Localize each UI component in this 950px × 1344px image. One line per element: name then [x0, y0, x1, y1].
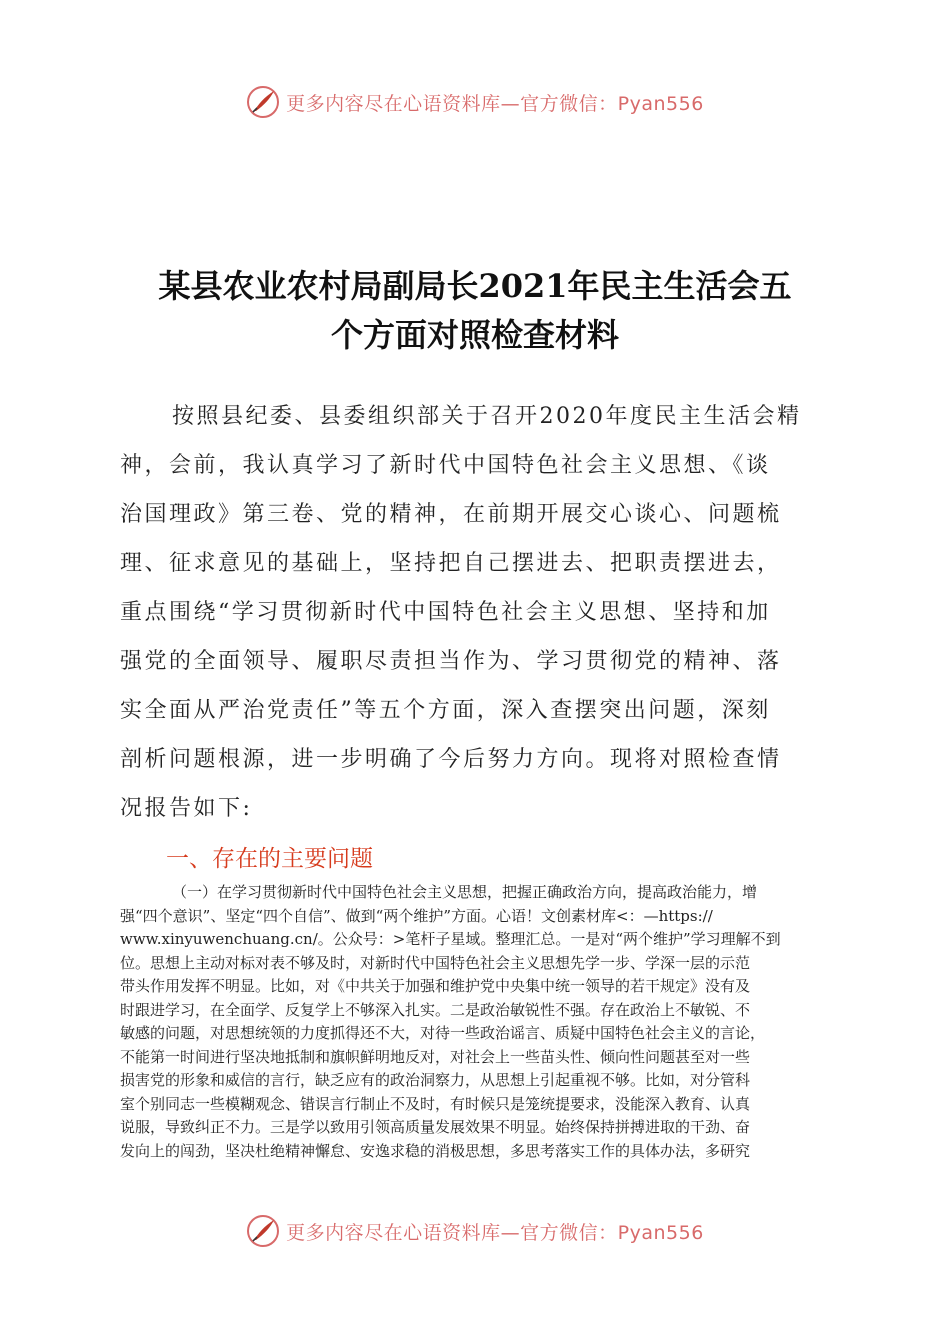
- intro-line: 强党的全面领导、履职尽责担当作为、学习贯彻党的精神、落: [120, 649, 782, 674]
- intro-line: 况报告如下:: [120, 796, 253, 821]
- section-paragraph: [120, 881, 836, 1163]
- intro-line: 治国理政》第三卷、党的精神，在前期开展交心谈心、问题梳: [120, 502, 782, 527]
- section-line: 位。思想上主动对标对表不够及时，对新时代中国特色社会主义思想先学一步、学深一层的示范: [120, 953, 751, 972]
- section-line: 不能第一时间进行坚决地抵制和旗帜鲜明地反对，对社会上一些苗头性、倾向性问题甚至对一些: [120, 1047, 751, 1066]
- section-line: www.xinyuwenchuang.cn/。公众号：>笔杆子星域。整理汇总。一是对“两个维护”学习理解不到: [120, 930, 781, 948]
- section-line: 带头作用发挥不明显。比如，对《中共关于加强和维护党中央集中统一领导的若干规定》没有及: [120, 977, 751, 995]
- quill-pen-logo-icon: [246, 1214, 280, 1248]
- section-line: （一）在学习贯彻新时代中国特色社会主义思想，把握正确政治方向，提高政治能力，增: [172, 883, 758, 901]
- title-line-2: 个方面对照检查材料: [330, 316, 619, 354]
- wechat-id: Pyan556: [617, 92, 704, 115]
- intro-line: 实全面从严治党责任”等五个方面，深入查摆突出问题，深刻: [120, 698, 771, 723]
- document-title: [0, 262, 950, 360]
- intro-line: 重点围绕“学习贯彻新时代中国特色社会主义思想、坚持和加: [120, 600, 771, 625]
- section-line: 敏感的问题，对思想统领的力度抓得还不大，对待一些政治谣言、质疑中国特色社会主义的言论，: [120, 1024, 766, 1042]
- section-line: 发向上的闯劲，坚决杜绝精神懈怠、安逸求稳的消极思想，多思考落实工作的具体办法，多研究: [120, 1141, 751, 1160]
- intro-paragraph: [120, 392, 836, 833]
- intro-line: 理、征求意见的基础上，坚持把自己摆进去、把职责摆进去，: [120, 551, 782, 576]
- header-banner: [0, 82, 950, 122]
- intro-line: 神，会前，我认真学习了新时代中国特色社会主义思想、《谈: [120, 453, 771, 478]
- section-line: 强“四个意识”、坚定“四个自信”、做到“两个维护”方面。心语！文创素材库<：—https://: [120, 906, 713, 925]
- footer-banner: [0, 1211, 950, 1251]
- intro-line: 剖析问题根源，进一步明确了今后努力方向。现将对照检查情: [120, 747, 782, 772]
- section-heading: 一、存在的主要问题: [166, 846, 373, 872]
- banner-text: 更多内容尽在心语资料库—官方微信：Pyan556: [286, 1221, 704, 1244]
- section-line: 时跟进学习，在全面学、反复学上不够深入扎实。二是政治敏锐性不强。存在政治上不敏锐、不: [120, 1000, 751, 1019]
- quill-pen-logo-icon: [246, 85, 280, 119]
- intro-line: 按照县纪委、县委组织部关于召开2020年度民主生活会精: [172, 404, 802, 429]
- title-line-1: 某县农业农村局副局长2021年民主生活会五: [158, 267, 792, 305]
- section-line: 损害党的形象和威信的言行，缺乏应有的政治洞察力，从思想上引起重视不够。比如，对分管科: [120, 1071, 751, 1089]
- section-line: 说服，导致纠正不力。三是学以致用引领高质量发展效果不明显。始终保持拼搏进取的干劲、奋: [120, 1118, 751, 1136]
- wechat-id: Pyan556: [617, 1221, 704, 1244]
- banner-text: 更多内容尽在心语资料库—官方微信：Pyan556: [286, 92, 704, 115]
- section-line: 室个别同志一些模糊观念、错误言行制止不及时，有时候只是笼统提要求，没能深入教育、认真: [120, 1094, 751, 1113]
